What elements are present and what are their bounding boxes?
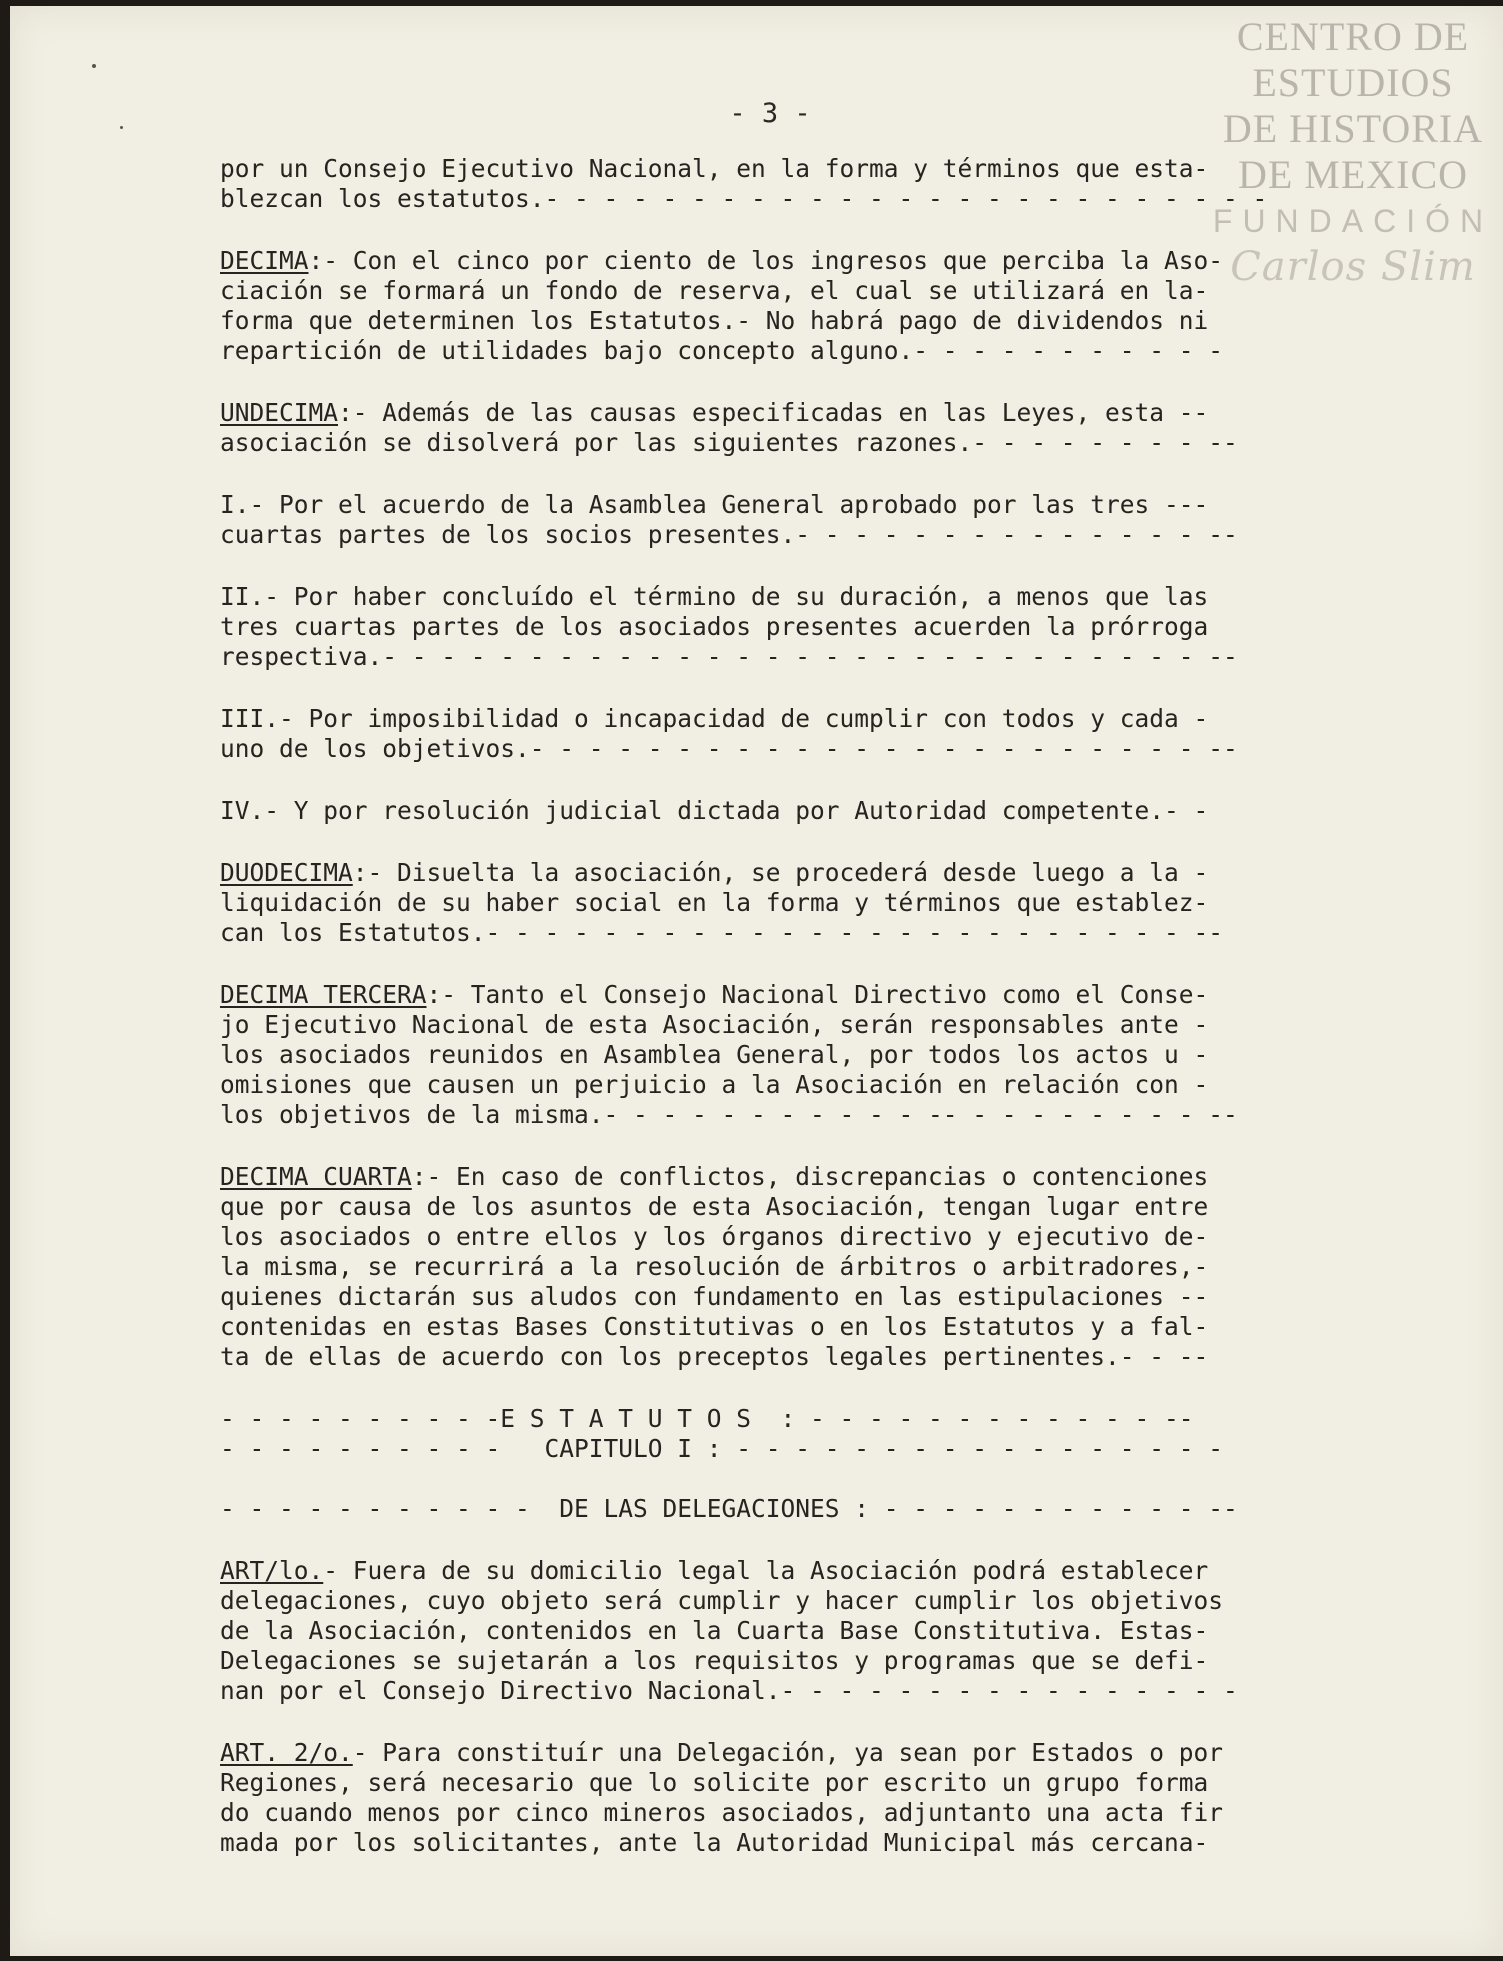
section-title-capitulo: - - - - - - - - - - CAPITULO I : - - - - - - - - - - - - - - - - - [220,1434,1224,1463]
article-first-line [220,1556,1420,1586]
document-page [10,6,1503,1956]
text-line: contenidas en estas Bases Constitutivas o en los Estatutos y a fal- [220,1312,1209,1341]
clause-first-line [220,858,1420,888]
text-line: cuartas partes de los socios presentes.- - - - - - - - - - - - - - -- [220,520,1238,549]
watermark-line: CENTRO DE [1236,14,1470,59]
text-line: - Fuera de su domicilio legal la Asociación podrá establecer [323,1556,1209,1585]
watermark-signature: Carlos Slim [1230,244,1476,290]
text-line: can los Estatutos.- - - - - - - - - - - - - - - - - - - - - - - - -- [220,918,1224,947]
text-line: la misma, se recurrirá a la resolución de árbitros o arbitradores,- [220,1252,1209,1281]
paper-speck [92,64,96,68]
text-line: do cuando menos por cinco mineros asociados, adjuntanto una acta fir [220,1798,1224,1827]
clause-first-line [220,246,1420,276]
clause-heading: DUODECIMA [220,858,353,887]
text-line: blezcan los estatutos.- - - - - - - - - - - - - - - - - - - - - - - - - [220,184,1268,213]
watermark-line: DE HISTORIA [1222,106,1484,151]
text-line: mada por los solicitantes, ante la Autoridad Municipal más cercana- [220,1828,1209,1857]
reason-iv [220,796,1420,826]
page-number: - 3 - [729,98,811,129]
text-line: quienes dictarán sus aludos con fundamento en las estipulaciones -- [220,1282,1209,1311]
text-line: delegaciones, cuyo objeto será cumplir y hacer cumplir los objetivos [220,1586,1224,1615]
clause-decima-tercera [220,980,1420,1130]
text-line: I.- Por el acuerdo de la Asamblea General aprobado por las tres --- [220,490,1209,519]
text-line: jo Ejecutivo Nacional de esta Asociación, serán responsables ante - [220,1010,1209,1039]
text-line: omisiones que causen un perjuicio a la Asociación en relación con - [220,1070,1209,1099]
text-line: los asociados reunidos en Asamblea General, por todos los actos u - [220,1040,1209,1069]
paper-speck [120,126,123,129]
clause-heading: UNDECIMA [220,398,339,427]
clause-heading: DECIMA [220,246,309,275]
text-line: asociación se disolverá por las siguientes razones.- - - - - - - - -- [220,428,1238,457]
watermark-line: ESTUDIOS [1252,60,1454,105]
article-first-line [220,1738,1420,1768]
watermark-line: DE MEXICO [1237,152,1469,197]
text-line: Delegaciones se sujetarán a los requisitos y programas que se defi- [220,1646,1209,1675]
text-line: :- Disuelta la asociación, se procederá desde luego a la - [352,858,1209,887]
clause-heading: DECIMA CUARTA [220,1162,412,1191]
watermark-fundacion: FUNDACIÓN [1212,203,1494,239]
text-line: :- En caso de conflictos, discrepancias o contenciones [411,1162,1209,1191]
text-line: ta de ellas de acuerdo con los preceptos legales pertinentes.- - -- [220,1342,1209,1371]
text-line: los objetivos de la misma.- - - - - - - - - - - -- - - - - - - - - -- [220,1100,1238,1129]
article-heading: ART/lo. [220,1556,324,1585]
clause-first-line [220,980,1420,1010]
text-line: :- Tanto el Consejo Nacional Directivo como el Conse- [426,980,1209,1009]
text-line: nan por el Consejo Directivo Nacional.- - - - - - - - - - - - - - - - [220,1676,1238,1705]
clause-duodecima [220,858,1420,948]
clause-first-line [220,398,1420,428]
text-line: respectiva.- - - - - - - - - - - - - - - - - - - - - - - - - - - - -- [220,642,1238,671]
reason-iii [220,704,1420,764]
reason-ii [220,582,1420,672]
text-line: los asociados o entre ellos y los órganos directivo y ejecutivo de- [220,1222,1209,1251]
clause-heading: DECIMA TERCERA [220,980,427,1009]
clause-first-line [220,1162,1420,1192]
text-line: liquidación de su haber social en la forma y términos que establez- [220,888,1209,917]
document-body [220,154,1420,1890]
article-heading: ART. 2/o. [220,1738,353,1767]
reason-i [220,490,1420,550]
text-line: por un Consejo Ejecutivo Nacional, en la forma y términos que esta- [220,154,1209,183]
section-delegaciones [220,1494,1420,1524]
article-1 [220,1556,1420,1706]
text-line: Regiones, será necesario que lo solicite por escrito un grupo forma [220,1768,1209,1797]
paragraph [220,154,1420,214]
clause-undecima [220,398,1420,458]
text-line: - Para constituír una Delegación, ya sean por Estados o por [352,1738,1224,1767]
article-2 [220,1738,1420,1858]
section-estatutos [220,1404,1420,1464]
text-line: :- Con el cinco por ciento de los ingresos que perciba la Aso- [308,246,1224,275]
text-line: :- Además de las causas especificadas en las Leyes, esta -- [338,398,1209,427]
text-line: III.- Por imposibilidad o incapacidad de cumplir con todos y cada - [220,704,1209,733]
text-line: IV.- Y por resolución judicial dictada por Autoridad competente.- - [220,796,1209,825]
clause-decima-cuarta [220,1162,1420,1372]
clause-decima [220,246,1420,366]
text-line: ciación se formará un fondo de reserva, el cual se utilizará en la- [220,276,1209,305]
text-line: de la Asociación, contenidos en la Cuarta Base Constitutiva. Estas- [220,1616,1209,1645]
section-title-estatutos: - - - - - - - - - -E S T A T U T O S : - - - - - - - - - - - - -- [220,1404,1194,1433]
text-line: uno de los objetivos.- - - - - - - - - - - - - - - - - - - - - - - -- [220,734,1238,763]
text-line: tres cuartas partes de los asociados presentes acuerden la prórroga [220,612,1209,641]
text-line: que por causa de los asuntos de esta Asociación, tengan lugar entre [220,1192,1209,1221]
section-title-delegaciones: - - - - - - - - - - - DE LAS DELEGACIONES : - - - - - - - - - - - -- [220,1494,1238,1523]
text-line: II.- Por haber concluído el término de su duración, a menos que las [220,582,1209,611]
text-line: repartición de utilidades bajo concepto alguno.- - - - - - - - - - - [220,336,1224,365]
text-line: forma que determinen los Estatutos.- No habrá pago de dividendos ni [220,306,1209,335]
